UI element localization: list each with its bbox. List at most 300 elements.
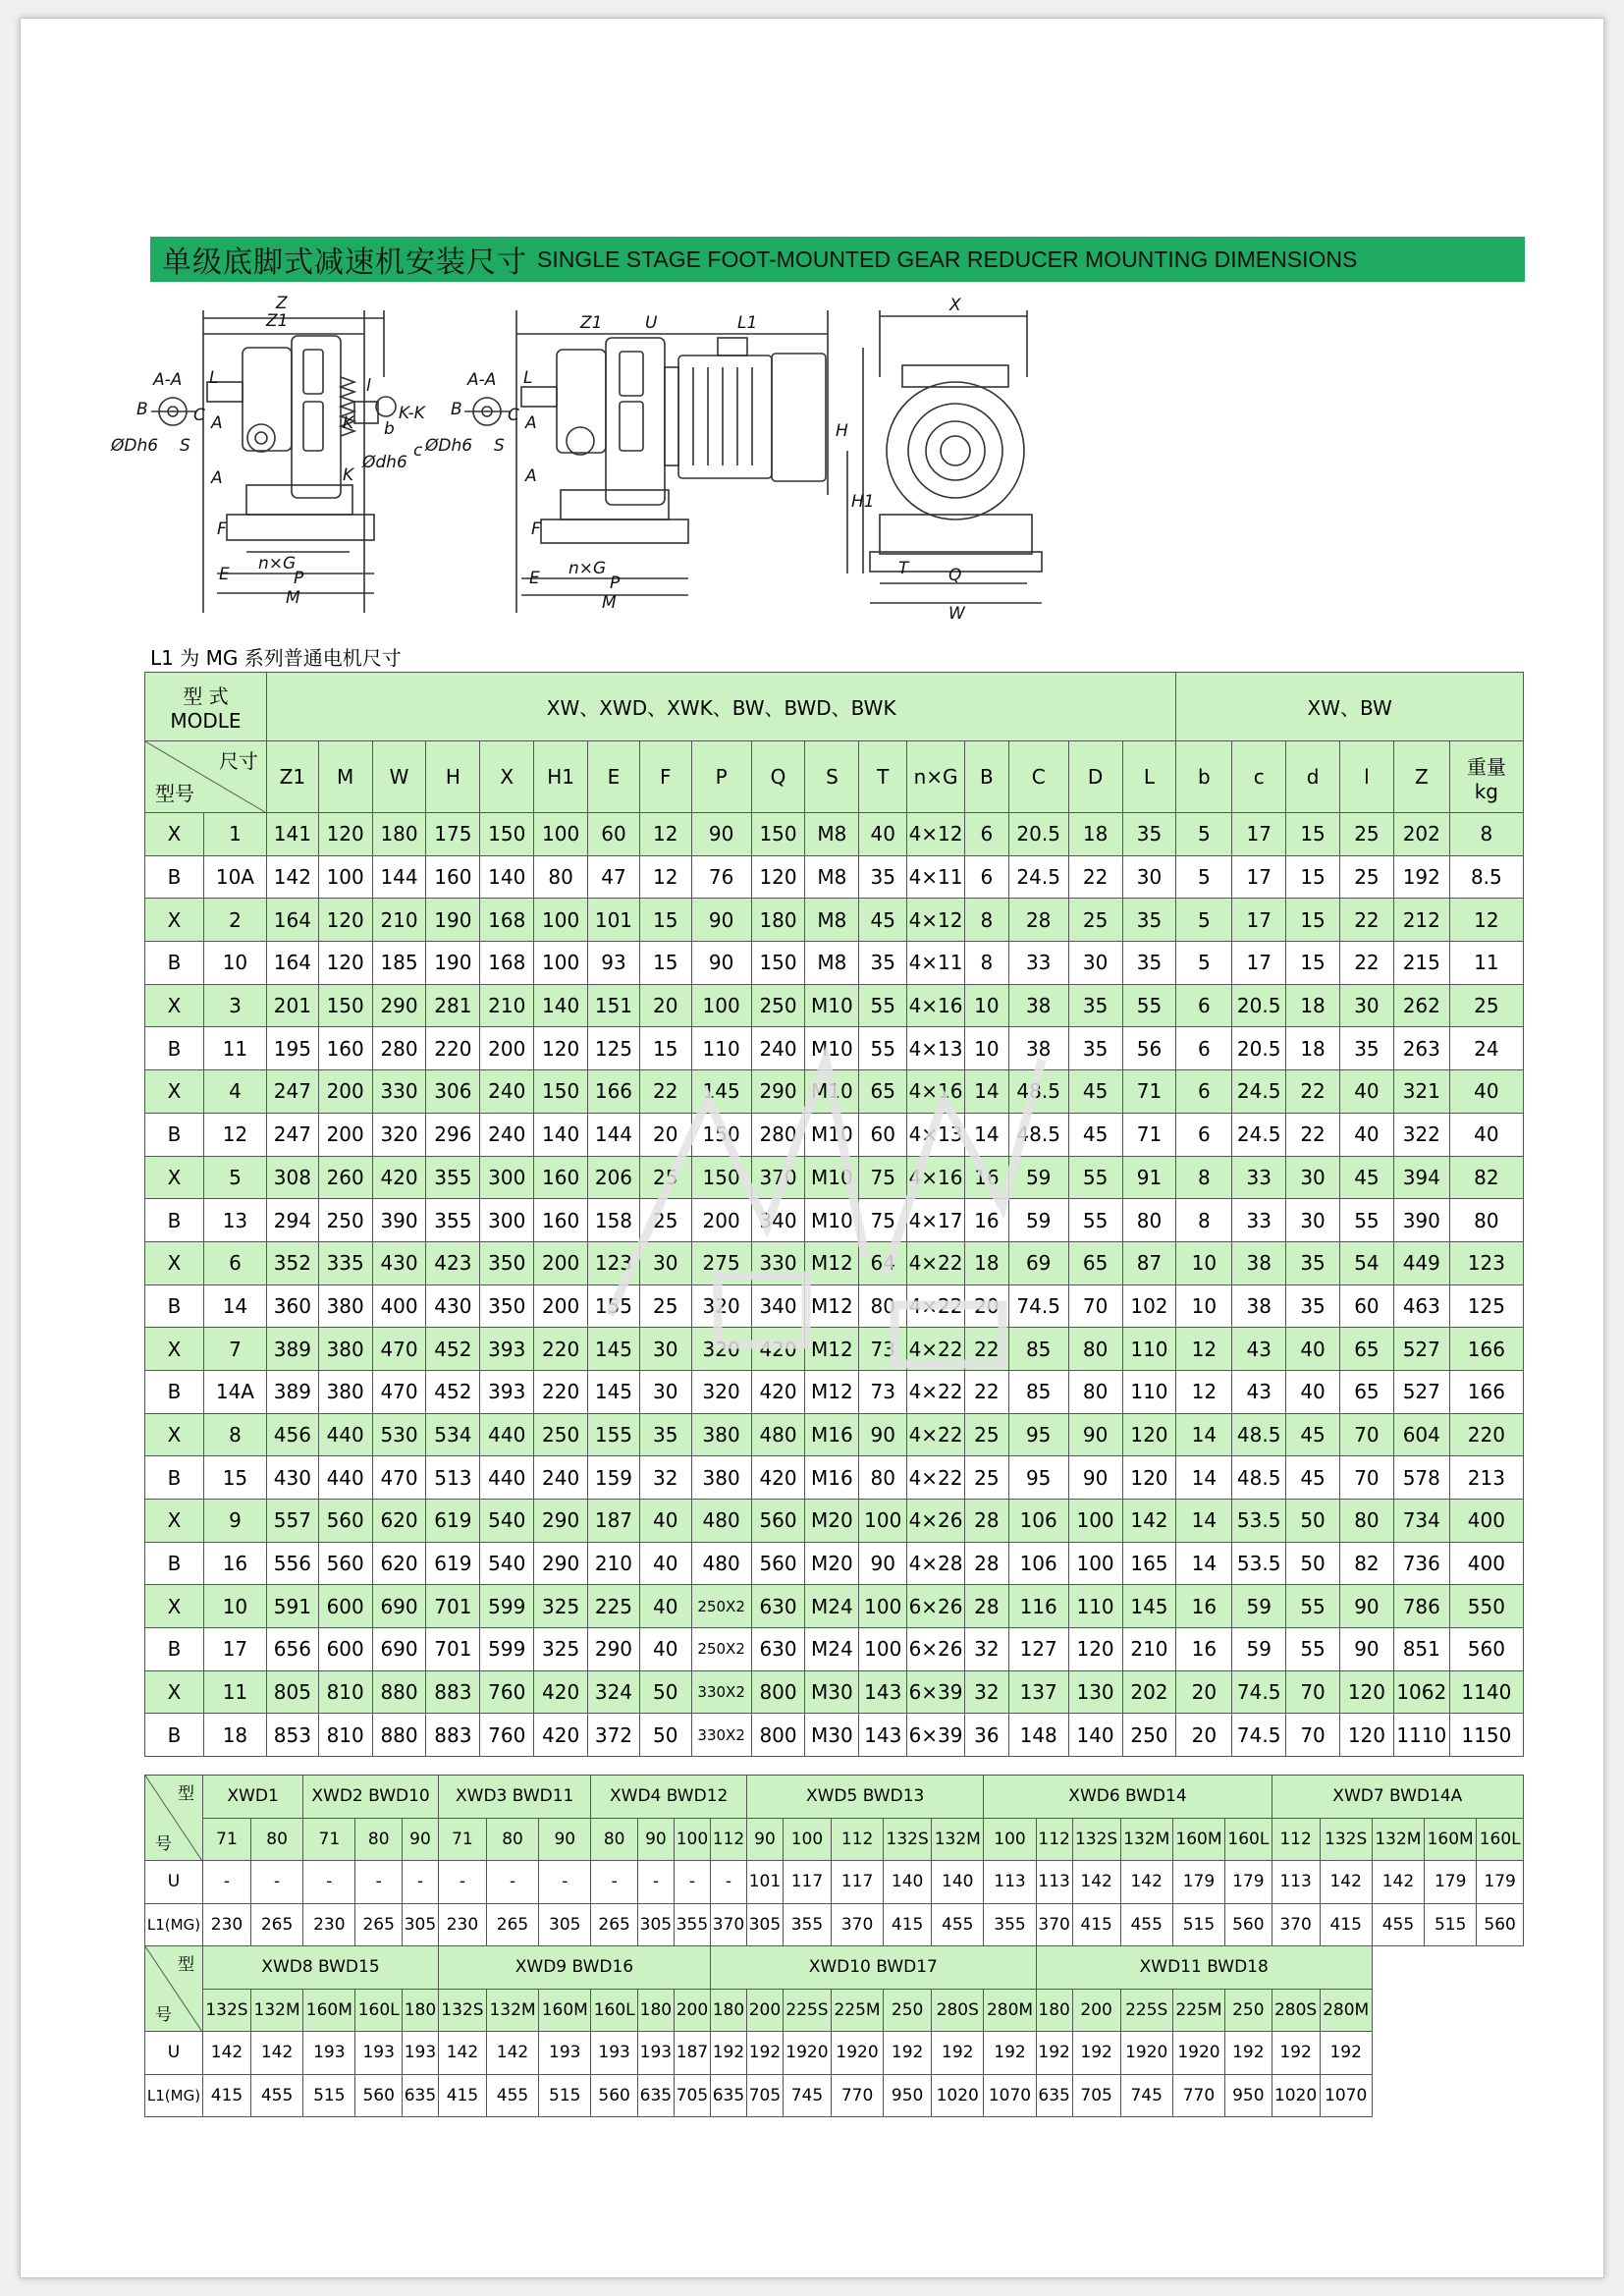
type-cell: B — [145, 1714, 204, 1757]
value-cell: 30 — [1286, 1199, 1340, 1242]
dim-label: H1 — [851, 492, 875, 512]
value-cell: 557 — [266, 1500, 318, 1543]
motor-u-cell: 192 — [1072, 2032, 1120, 2075]
motor-u-cell: 192 — [710, 2032, 746, 2075]
dim-label: P — [610, 574, 621, 593]
value-cell: M12 — [805, 1370, 859, 1413]
motor-size-row — [145, 1989, 1524, 2032]
dim-label: S — [180, 436, 190, 456]
value-cell: 8 — [1449, 813, 1523, 856]
value-cell: 45 — [1339, 1156, 1393, 1199]
motor-u-cell: - — [402, 1861, 438, 1904]
motor-size-cell: 160L — [591, 1989, 637, 2032]
motor-u-cell: 192 — [932, 2032, 984, 2075]
value-cell: 690 — [372, 1628, 426, 1671]
motor-size-cell: 225S — [783, 1989, 831, 2032]
value-cell: 55 — [1068, 1199, 1122, 1242]
u-label: U — [145, 2032, 203, 2075]
value-cell: 73 — [859, 1328, 907, 1371]
size-cell: 4 — [203, 1070, 266, 1114]
value-cell: 201 — [266, 984, 318, 1027]
value-cell: 30 — [1068, 942, 1122, 985]
value-cell: 340 — [751, 1285, 805, 1328]
value-cell: 1062 — [1393, 1670, 1449, 1714]
value-cell: 93 — [588, 942, 640, 985]
value-cell: 90 — [1339, 1585, 1393, 1628]
value-cell: 262 — [1393, 984, 1449, 1027]
value-cell: 20.5 — [1232, 984, 1286, 1027]
dim-label: U — [645, 313, 658, 333]
motor-l1-cell: 265 — [355, 1903, 402, 1946]
col-header: D — [1068, 741, 1122, 813]
value-cell: 151 — [588, 984, 640, 1027]
value-cell: 82 — [1449, 1156, 1523, 1199]
value-cell: 143 — [859, 1670, 907, 1714]
value-cell: M16 — [805, 1456, 859, 1500]
motor-group-name: XWD2 BWD10 — [303, 1776, 439, 1819]
value-cell: 350 — [480, 1285, 534, 1328]
dim-label: E — [219, 565, 230, 584]
value-cell: 45 — [1286, 1413, 1340, 1456]
type-cell: X — [145, 1413, 204, 1456]
dim-label: H — [836, 421, 848, 441]
col-header: Z — [1393, 741, 1449, 813]
value-cell: 59 — [1232, 1585, 1286, 1628]
value-cell: M8 — [805, 855, 859, 899]
value-cell: 25 — [1068, 899, 1122, 942]
value-cell: 160 — [534, 1199, 588, 1242]
value-cell: 140 — [534, 984, 588, 1027]
dim-label: Ødh6 — [362, 453, 407, 472]
value-cell: 4×11 — [907, 942, 965, 985]
size-cell: 1 — [203, 813, 266, 856]
dim-label: C — [193, 406, 205, 425]
value-cell: 140 — [480, 855, 534, 899]
value-cell: 805 — [266, 1670, 318, 1714]
value-cell: 155 — [588, 1413, 640, 1456]
value-cell: 28 — [965, 1585, 1009, 1628]
value-cell: 330X2 — [691, 1714, 751, 1757]
motor-size-cell: 112 — [710, 1818, 746, 1861]
value-cell: 48.5 — [1232, 1413, 1286, 1456]
motor-size-cell: 112 — [1036, 1818, 1072, 1861]
value-cell: 200 — [480, 1027, 534, 1070]
value-cell: 320 — [691, 1328, 751, 1371]
value-cell: 90 — [1068, 1413, 1122, 1456]
value-cell: 74.5 — [1008, 1285, 1068, 1328]
motor-u-cell: - — [710, 1861, 746, 1904]
value-cell: 70 — [1286, 1714, 1340, 1757]
motor-l1-cell: 515 — [303, 2074, 355, 2117]
motor-l1-cell: 560 — [1477, 1903, 1524, 1946]
value-cell: 100 — [859, 1500, 907, 1543]
motor-group-name: XWD1 — [203, 1776, 303, 1819]
value-cell: 123 — [1449, 1241, 1523, 1285]
value-cell: 540 — [480, 1500, 534, 1543]
value-cell: 70 — [1339, 1456, 1393, 1500]
value-cell: M24 — [805, 1585, 859, 1628]
value-cell: 120 — [1122, 1413, 1176, 1456]
motor-size-cell: 112 — [831, 1818, 883, 1861]
size-cell: 3 — [203, 984, 266, 1027]
dim-label: A — [211, 413, 223, 433]
dim-label: S — [494, 436, 505, 456]
value-cell: 16 — [965, 1199, 1009, 1242]
value-cell: 440 — [480, 1456, 534, 1500]
value-cell: 80 — [534, 855, 588, 899]
type-cell: B — [145, 855, 204, 899]
value-cell: 210 — [480, 984, 534, 1027]
value-cell: 400 — [372, 1285, 426, 1328]
value-cell: 4×12 — [907, 899, 965, 942]
table-row — [145, 1370, 1524, 1413]
value-cell: 90 — [691, 942, 751, 985]
table-row — [145, 1500, 1524, 1543]
value-cell: 325 — [534, 1628, 588, 1671]
value-cell: 6 — [1176, 1027, 1232, 1070]
value-cell: 202 — [1122, 1670, 1176, 1714]
motor-l1-cell: 950 — [1225, 2074, 1272, 2117]
motor-size-cell: 80 — [250, 1818, 302, 1861]
motor-size-cell: 180 — [1036, 1989, 1072, 2032]
l1-label: L1(MG) — [145, 1903, 203, 1946]
table-row — [145, 1714, 1524, 1757]
value-cell: 15 — [1286, 813, 1340, 856]
value-cell: 90 — [1339, 1628, 1393, 1671]
value-cell: 420 — [751, 1456, 805, 1500]
value-cell: 175 — [426, 813, 480, 856]
weight-label: 重量 — [1466, 754, 1506, 779]
col-header: W — [372, 741, 426, 813]
value-cell: 85 — [1008, 1370, 1068, 1413]
motor-group-name: XWD7 BWD14A — [1272, 1776, 1523, 1819]
value-cell: 15 — [639, 899, 691, 942]
value-cell: 25 — [965, 1413, 1009, 1456]
value-cell: 220 — [534, 1328, 588, 1371]
table-row — [145, 1585, 1524, 1628]
value-cell: 1140 — [1449, 1670, 1523, 1714]
motor-table — [144, 1775, 1524, 2117]
technical-drawings — [111, 289, 1523, 628]
value-cell: M8 — [805, 899, 859, 942]
value-cell: 390 — [1393, 1199, 1449, 1242]
value-cell: 43 — [1232, 1370, 1286, 1413]
motor-l1-cell: 1070 — [1320, 2074, 1372, 2117]
motor-l1-cell: 370 — [831, 1903, 883, 1946]
value-cell: 144 — [372, 855, 426, 899]
value-cell: 28 — [965, 1542, 1009, 1585]
value-cell: 4×16 — [907, 984, 965, 1027]
value-cell: 160 — [426, 855, 480, 899]
size-cell: 10 — [203, 942, 266, 985]
title-cn: 单级底脚式减速机安装尺寸 — [162, 246, 527, 280]
motor-group-name: XWD4 BWD12 — [591, 1776, 747, 1819]
dim-label: M — [602, 593, 617, 613]
value-cell: 50 — [639, 1670, 691, 1714]
motor-size-cell: 225M — [1172, 1989, 1224, 2032]
value-cell: 16 — [1176, 1585, 1232, 1628]
value-cell: 263 — [1393, 1027, 1449, 1070]
motor-size-cell: 90 — [637, 1818, 674, 1861]
motor-u-cell: 117 — [783, 1861, 831, 1904]
value-cell: 300 — [480, 1199, 534, 1242]
value-cell: 599 — [480, 1585, 534, 1628]
size-cell: 9 — [203, 1500, 266, 1543]
weight-header — [1449, 741, 1523, 813]
value-cell: 4×13 — [907, 1113, 965, 1156]
value-cell: 40 — [1339, 1070, 1393, 1114]
motor-size-cell: 132M — [1372, 1818, 1424, 1861]
value-cell: 110 — [1122, 1370, 1176, 1413]
motor-l1-cell: 230 — [438, 1903, 486, 1946]
l1-label: L1(MG) — [145, 2074, 203, 2117]
motor-size-cell: 160M — [303, 1989, 355, 2032]
diag-bottom-label: 号 — [155, 1834, 172, 1854]
motor-u-cell: 140 — [884, 1861, 932, 1904]
page — [20, 18, 1604, 2278]
value-cell: M30 — [805, 1670, 859, 1714]
value-cell: M10 — [805, 1199, 859, 1242]
motor-size-cell: 280M — [984, 1989, 1036, 2032]
value-cell: 60 — [1339, 1285, 1393, 1328]
value-cell: 190 — [426, 899, 480, 942]
motor-u-cell: 192 — [746, 2032, 783, 2075]
value-cell: 166 — [1449, 1328, 1523, 1371]
value-cell: 90 — [691, 899, 751, 942]
value-cell: 137 — [1008, 1670, 1068, 1714]
value-cell: 1150 — [1449, 1714, 1523, 1757]
value-cell: 100 — [534, 899, 588, 942]
value-cell: 18 — [1286, 984, 1340, 1027]
value-cell: 150 — [751, 942, 805, 985]
value-cell: 4×22 — [907, 1413, 965, 1456]
value-cell: 320 — [372, 1113, 426, 1156]
value-cell: 308 — [266, 1156, 318, 1199]
col-header: Z1 — [266, 741, 318, 813]
value-cell: 4×22 — [907, 1370, 965, 1413]
value-cell: 10 — [1176, 1241, 1232, 1285]
table-row — [145, 1113, 1524, 1156]
col-header: n×G — [907, 741, 965, 813]
motor-size-cell: 160M — [539, 1989, 591, 2032]
motor-size-cell: 200 — [674, 1989, 710, 2032]
value-cell: 48.5 — [1008, 1113, 1068, 1156]
motor-u-cell: - — [250, 1861, 302, 1904]
value-cell: 322 — [1393, 1113, 1449, 1156]
value-cell: 20 — [639, 984, 691, 1027]
motor-u-cell: 142 — [1320, 1861, 1372, 1904]
value-cell: 247 — [266, 1113, 318, 1156]
value-cell: 40 — [1286, 1328, 1340, 1371]
value-cell: 393 — [480, 1328, 534, 1371]
dim-label: X — [949, 296, 961, 315]
value-cell: 116 — [1008, 1585, 1068, 1628]
value-cell: 853 — [266, 1714, 318, 1757]
value-cell: 294 — [266, 1199, 318, 1242]
value-cell: 110 — [691, 1027, 751, 1070]
value-cell: 30 — [1286, 1156, 1340, 1199]
value-cell: 4×17 — [907, 1199, 965, 1242]
value-cell: 560 — [751, 1500, 805, 1543]
value-cell: 25 — [1339, 813, 1393, 856]
value-cell: 480 — [691, 1500, 751, 1543]
col-header: C — [1008, 741, 1068, 813]
motor-l1-cell: 230 — [303, 1903, 355, 1946]
table-row — [145, 1670, 1524, 1714]
value-cell: 880 — [372, 1670, 426, 1714]
motor-l1-cell: 305 — [402, 1903, 438, 1946]
value-cell: 604 — [1393, 1413, 1449, 1456]
value-cell: 141 — [266, 813, 318, 856]
value-cell: 90 — [859, 1542, 907, 1585]
col-header: H — [426, 741, 480, 813]
value-cell: 250X2 — [691, 1628, 751, 1671]
value-cell: 578 — [1393, 1456, 1449, 1500]
dimensions-table — [144, 672, 1524, 1757]
value-cell: 212 — [1393, 899, 1449, 942]
value-cell: 36 — [965, 1714, 1009, 1757]
motor-u-cell: 193 — [539, 2032, 591, 2075]
dim-label: L1 — [737, 313, 758, 333]
motor-group-name: XWD6 BWD14 — [984, 1776, 1272, 1819]
dim-label: W — [948, 604, 965, 624]
value-cell: M12 — [805, 1241, 859, 1285]
value-cell: 4×12 — [907, 813, 965, 856]
table-row — [145, 813, 1524, 856]
value-cell: 74.5 — [1232, 1670, 1286, 1714]
value-cell: 120 — [1122, 1456, 1176, 1500]
motor-u-cell: 193 — [402, 2032, 438, 2075]
value-cell: 325 — [534, 1585, 588, 1628]
motor-u-cell: 192 — [1036, 2032, 1072, 2075]
size-cell: 11 — [203, 1670, 266, 1714]
value-cell: 420 — [751, 1328, 805, 1371]
value-cell: 210 — [1122, 1628, 1176, 1671]
value-cell: 75 — [859, 1199, 907, 1242]
motor-size-cell: 225M — [831, 1989, 883, 2032]
size-cell: 7 — [203, 1328, 266, 1371]
motor-size-cell: 90 — [402, 1818, 438, 1861]
motor-size-cell: 90 — [746, 1818, 783, 1861]
value-cell: 15 — [1286, 942, 1340, 985]
value-cell: 22 — [965, 1328, 1009, 1371]
motor-group-row — [145, 1776, 1524, 1819]
motor-diag-cell — [145, 1776, 203, 1861]
value-cell: 80 — [1122, 1199, 1176, 1242]
value-cell: 4×22 — [907, 1328, 965, 1371]
value-cell: 24 — [1449, 1027, 1523, 1070]
value-cell: 250 — [751, 984, 805, 1027]
value-cell: 14 — [1176, 1456, 1232, 1500]
value-cell: 24.5 — [1232, 1113, 1286, 1156]
motor-u-cell: 117 — [831, 1861, 883, 1904]
type-cell: X — [145, 813, 204, 856]
value-cell: M20 — [805, 1542, 859, 1585]
value-cell: 100 — [534, 813, 588, 856]
value-cell: 75 — [859, 1156, 907, 1199]
motor-size-cell: 132S — [203, 1989, 251, 2032]
value-cell: 40 — [639, 1628, 691, 1671]
value-cell: 534 — [426, 1413, 480, 1456]
value-cell: 11 — [1449, 942, 1523, 985]
type-cell: X — [145, 899, 204, 942]
col-header: l — [1339, 741, 1393, 813]
value-cell: 321 — [1393, 1070, 1449, 1114]
model-header — [145, 673, 267, 741]
value-cell: 17 — [1232, 942, 1286, 985]
col-header: S — [805, 741, 859, 813]
value-cell: 35 — [1122, 813, 1176, 856]
motor-l1-cell: 635 — [637, 2074, 674, 2117]
value-cell: 166 — [1449, 1370, 1523, 1413]
motor-u-cell: 1920 — [783, 2032, 831, 2075]
value-cell: 389 — [266, 1370, 318, 1413]
value-cell: 40 — [1449, 1070, 1523, 1114]
value-cell: 290 — [588, 1628, 640, 1671]
value-cell: 10 — [965, 1027, 1009, 1070]
dim-label: Z1 — [266, 311, 289, 331]
motor-size-cell: 200 — [1072, 1989, 1120, 2032]
table-row — [145, 1628, 1524, 1671]
value-cell: 250 — [534, 1413, 588, 1456]
value-cell: 456 — [266, 1413, 318, 1456]
col-header: P — [691, 741, 751, 813]
motor-size-cell: 100 — [783, 1818, 831, 1861]
motor-l1-cell: 515 — [1172, 1903, 1224, 1946]
value-cell: 30 — [639, 1328, 691, 1371]
value-cell: 43 — [1232, 1328, 1286, 1371]
value-cell: 120 — [1068, 1628, 1122, 1671]
value-cell: 630 — [751, 1628, 805, 1671]
motor-u-cell: - — [438, 1861, 486, 1904]
value-cell: 14 — [965, 1070, 1009, 1114]
motor-u-cell: 113 — [1272, 1861, 1320, 1904]
value-cell: 40 — [639, 1542, 691, 1585]
motor-u-row — [145, 2032, 1524, 2075]
motor-l1-cell: 770 — [1172, 2074, 1224, 2117]
value-cell: 142 — [266, 855, 318, 899]
value-cell: 120 — [318, 942, 372, 985]
col-header: Q — [751, 741, 805, 813]
motor-l1-cell: 635 — [402, 2074, 438, 2117]
type-cell: X — [145, 1500, 204, 1543]
motor-group-name: XWD9 BWD16 — [438, 1946, 710, 1990]
value-cell: 35 — [1122, 899, 1176, 942]
dim-label: A — [525, 413, 537, 433]
size-cell: 12 — [203, 1113, 266, 1156]
motor-l1-cell: 455 — [1372, 1903, 1424, 1946]
value-cell: 70 — [1339, 1413, 1393, 1456]
value-cell: 32 — [965, 1670, 1009, 1714]
dim-label: ØDh6 — [425, 436, 473, 456]
value-cell: 17 — [1232, 813, 1286, 856]
value-cell: 430 — [426, 1285, 480, 1328]
value-cell: 220 — [534, 1370, 588, 1413]
motor-l1-cell: 355 — [984, 1903, 1036, 1946]
motor-size-cell: 80 — [591, 1818, 637, 1861]
value-cell: 101 — [588, 899, 640, 942]
value-cell: 701 — [426, 1585, 480, 1628]
motor-size-cell: 180 — [637, 1989, 674, 2032]
dim-label: F — [217, 519, 227, 539]
value-cell: 656 — [266, 1628, 318, 1671]
motor-group-row — [145, 1946, 1524, 1990]
value-cell: 210 — [588, 1542, 640, 1585]
dim-label: L — [209, 368, 219, 388]
value-cell: 30 — [639, 1370, 691, 1413]
value-cell: 8 — [1176, 1156, 1232, 1199]
value-cell: 148 — [1008, 1714, 1068, 1757]
